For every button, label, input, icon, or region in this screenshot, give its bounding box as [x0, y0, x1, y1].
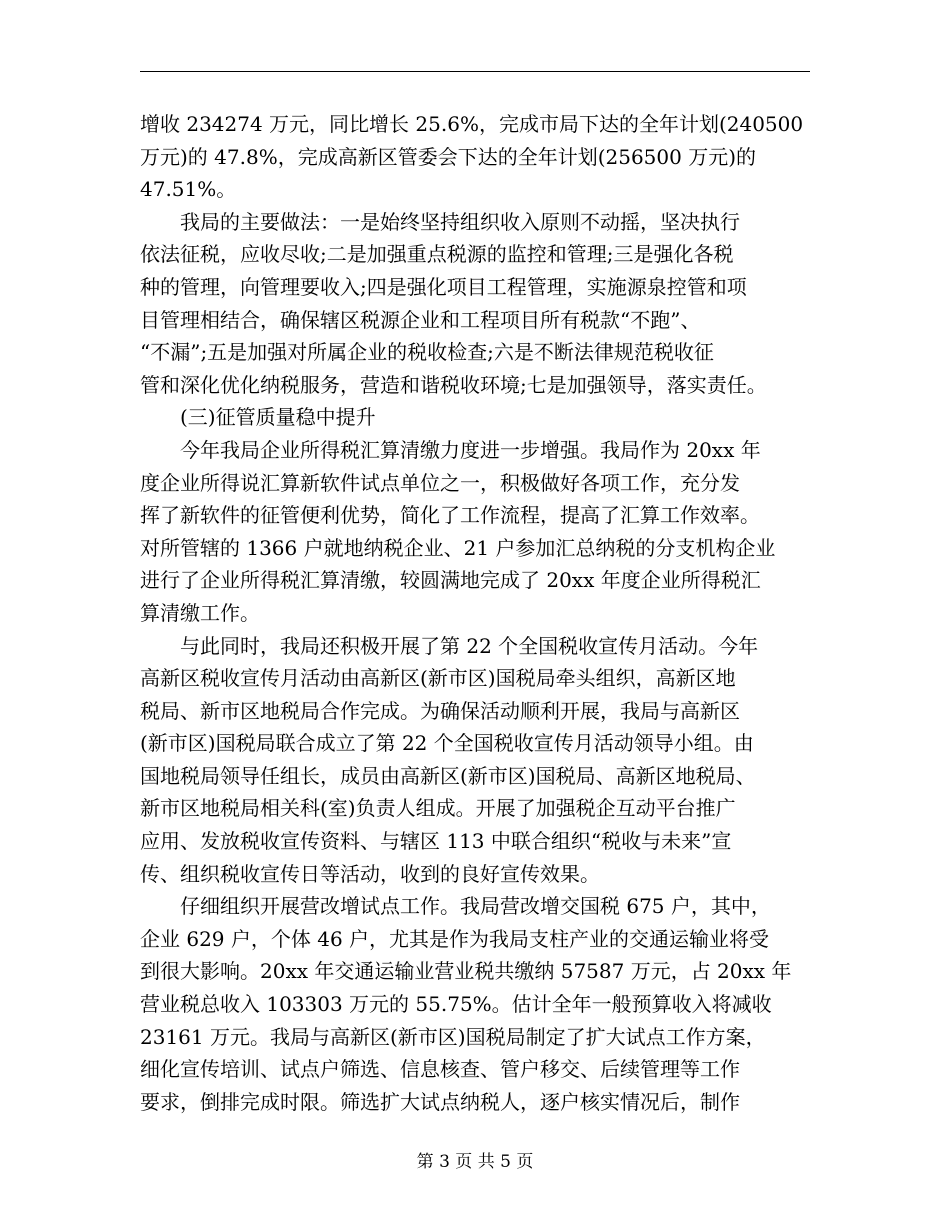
text-line: 算清缴工作。: [140, 600, 260, 625]
text-line: 高新区税收宣传月活动由高新区(新市区)国税局牵头组织，高新区地: [140, 666, 736, 691]
text-line: 对所管辖的 1366 户就地纳税企业、21 户参加汇总纳税的分支机构企业: [140, 535, 776, 560]
text-line: 到很大影响。20xx 年交通运输业营业税共缴纳 57587 万元，占 20xx 年: [140, 959, 792, 984]
text-line: 23161 万元。我局与高新区(新市区)国税局制定了扩大试点工作方案，: [140, 1024, 766, 1049]
text-line: 度企业所得说汇算新软件试点单位之一，积极做好各项工作，充分发: [140, 470, 740, 495]
text-line: 仔细组织开展营改增试点工作。我局营改增交国税 675 户，其中，: [140, 894, 771, 919]
text-line: 企业 629 户，个体 46 户，尤其是作为我局支柱产业的交通运输业将受: [140, 926, 770, 951]
text-line: 目管理相结合，确保辖区税源企业和工程项目所有税款“不跑”、: [140, 307, 701, 332]
text-line: 挥了新软件的征管便利优势，简化了工作流程，提高了汇算工作效率。: [140, 503, 760, 528]
header-rule: [140, 71, 810, 72]
text-line: 税局、新市区地税局合作完成。为确保活动顺利开展，我局与高新区: [140, 698, 740, 723]
text-line: 今年我局企业所得税汇算清缴力度进一步增强。我局作为 20xx 年: [140, 437, 761, 462]
text-line: 我局的主要做法：一是始终坚持组织收入原则不动摇，坚决执行: [140, 209, 740, 234]
text-line: 增收 234274 万元，同比增长 25.6%，完成市局下达的全年计划(240500: [140, 112, 804, 136]
page-number: 第 3 页 共 5 页: [416, 1152, 534, 1172]
section-heading: (三)征管质量稳中提升: [140, 405, 376, 430]
text-line: 传、组织税收宣传日等活动，收到的良好宣传效果。: [140, 861, 600, 886]
text-line: 国地税局领导任组长，成员由高新区(新市区)国税局、高新区地税局、: [140, 763, 756, 788]
text-line: 管和深化优化纳税服务，营造和谐税收环境;七是加强领导，落实责任。: [140, 372, 767, 397]
text-line: (新市区)国税局联合成立了第 22 个全国税收宣传月活动领导小组。由: [140, 731, 754, 756]
text-line: 营业税总收入 103303 万元的 55.75%。估计全年一般预算收入将减收: [140, 992, 772, 1017]
document-body: [140, 108, 812, 1118]
text-line: 47.51%。: [140, 177, 237, 202]
text-line: 依法征税，应收尽收;二是加强重点税源的监控和管理;三是强化各税: [140, 242, 734, 267]
text-line: 万元)的 47.8%，完成高新区管委会下达的全年计划(256500 万元)的: [140, 144, 757, 169]
text-line: “不漏”;五是加强对所属企业的税收检查;六是不断法律规范税收征: [140, 340, 714, 365]
text-line: 种的管理，向管理要收入;四是强化项目工程管理，实施源泉控管和项: [140, 274, 747, 299]
text-line: 进行了企业所得税汇算清缴，较圆满地完成了 20xx 年度企业所得税汇: [140, 568, 761, 593]
text-line: 与此同时，我局还积极开展了第 22 个全国税收宣传月活动。今年: [140, 633, 759, 658]
text-line: 要求，倒排完成时限。筛选扩大试点纳税人，逐户核实情况后，制作: [140, 1089, 740, 1114]
text-line: 新市区地税局相关科(室)负责人组成。开展了加强税企互动平台推广: [140, 796, 736, 821]
text-line: 细化宣传培训、试点户筛选、信息核查、管户移交、后续管理等工作: [140, 1057, 740, 1082]
text-line: 应用、发放税收宣传资料、与辖区 113 中联合组织“税收与未来”宣: [140, 829, 732, 854]
